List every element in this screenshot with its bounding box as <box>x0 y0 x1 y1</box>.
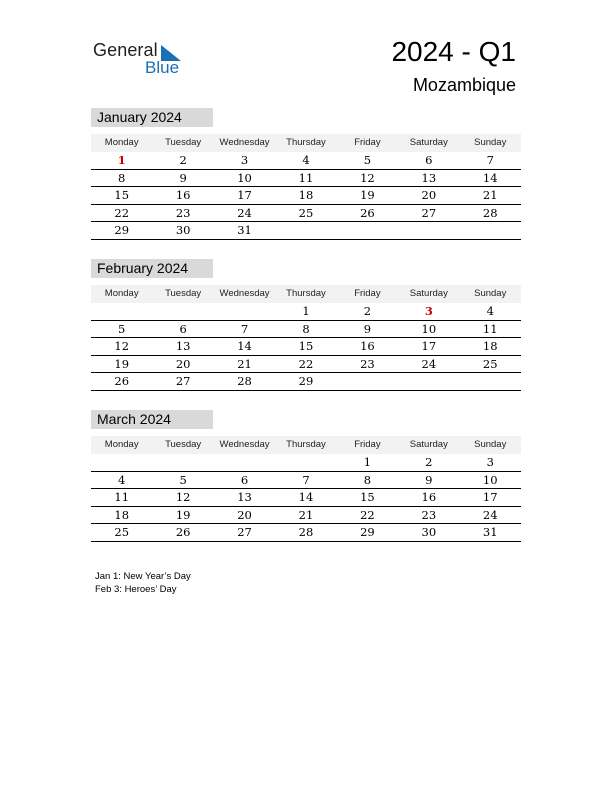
empty-day-cell <box>398 373 459 390</box>
weekday-label: Monday <box>104 288 139 299</box>
day-cell: 21 <box>298 507 314 522</box>
day-cell: 20 <box>421 188 437 202</box>
day-cell: 2 <box>179 153 187 167</box>
day-cell: 16 <box>175 188 191 202</box>
day-cell: 5 <box>179 472 187 487</box>
day-cell: 18 <box>482 339 498 353</box>
day-cell: 12 <box>360 170 375 185</box>
weekday-label: Saturday <box>409 439 448 450</box>
day-cell: 24 <box>482 507 498 522</box>
day-cell: 23 <box>175 205 191 220</box>
weekday-label: Sunday <box>474 439 507 450</box>
day-cell: 15 <box>298 339 314 353</box>
day-cell: 2 <box>425 455 433 469</box>
empty-day-cell <box>337 373 398 390</box>
day-cell: 4 <box>118 472 126 487</box>
day-cell: 24 <box>237 205 252 220</box>
day-cell: 3 <box>486 455 494 469</box>
weekday-label: Saturday <box>409 288 448 299</box>
day-cell: 26 <box>114 374 130 388</box>
empty-day-cell <box>91 303 152 320</box>
month-label: February 2024 <box>91 259 213 278</box>
day-cell: 29 <box>360 525 375 539</box>
week-row <box>91 524 521 542</box>
weekday-label: Sunday <box>474 137 507 148</box>
month-label: March 2024 <box>91 410 213 429</box>
day-cell: 29 <box>298 374 314 388</box>
weeks-grid <box>91 303 521 391</box>
week-row <box>91 338 521 356</box>
day-cell: 24 <box>421 356 437 371</box>
week-row <box>91 152 521 170</box>
empty-day-cell <box>460 373 521 390</box>
weekday-label: Wednesday <box>219 137 270 148</box>
weekday-label: Tuesday <box>165 288 202 299</box>
week-row <box>91 507 521 525</box>
weekday-label: Tuesday <box>165 439 202 450</box>
day-cell: 20 <box>237 507 252 522</box>
day-cell: 13 <box>421 170 437 185</box>
weeks-grid <box>91 152 521 240</box>
day-cell: 6 <box>240 472 249 487</box>
day-cell: 2 <box>363 304 372 318</box>
day-cell: 8 <box>363 472 372 487</box>
empty-day-cell <box>152 454 213 471</box>
day-cell: 16 <box>421 490 437 504</box>
day-cell: 27 <box>175 374 191 388</box>
day-cell: 12 <box>114 339 130 353</box>
weekday-label: Thursday <box>286 439 326 450</box>
week-row <box>91 472 521 490</box>
day-cell: 11 <box>298 170 314 185</box>
holiday-note: Jan 1: New Year’s Day <box>95 571 191 582</box>
generalblue-logo <box>93 40 193 80</box>
day-cell: 10 <box>482 472 498 487</box>
day-cell: 11 <box>482 321 498 336</box>
empty-day-cell <box>91 454 152 471</box>
logo-text-general: General <box>93 40 158 60</box>
weekday-header <box>91 436 521 454</box>
weeks-grid <box>91 454 521 542</box>
day-cell: 10 <box>421 321 437 336</box>
day-cell: 7 <box>240 321 249 336</box>
day-cell: 11 <box>114 490 130 504</box>
empty-day-cell <box>152 303 213 320</box>
month-block-march <box>91 410 521 542</box>
weekday-label: Sunday <box>474 288 507 299</box>
day-cell: 25 <box>114 525 130 539</box>
day-cell: 19 <box>114 356 130 371</box>
week-row <box>91 489 521 507</box>
day-cell: 26 <box>360 205 375 220</box>
week-row <box>91 187 521 205</box>
empty-day-cell <box>398 222 459 239</box>
day-cell: 3 <box>240 153 249 167</box>
day-cell: 9 <box>363 321 372 336</box>
day-cell: 14 <box>298 490 314 504</box>
month-label: January 2024 <box>91 108 213 127</box>
week-row <box>91 222 521 240</box>
holiday-note: Feb 3: Heroes’ Day <box>95 584 177 595</box>
day-cell: 4 <box>486 304 494 318</box>
day-cell: 22 <box>360 507 375 522</box>
day-cell: 5 <box>363 153 372 167</box>
day-cell: 3 <box>424 304 433 318</box>
logo-text-blue: Blue <box>145 58 180 77</box>
weekday-label: Saturday <box>409 137 448 148</box>
month-block-january <box>91 108 521 240</box>
empty-day-cell <box>214 303 275 320</box>
day-cell: 1 <box>302 304 310 318</box>
day-cell: 28 <box>298 525 314 539</box>
empty-day-cell <box>214 454 275 471</box>
day-cell: 5 <box>118 321 126 336</box>
day-cell: 7 <box>302 472 310 487</box>
day-cell: 17 <box>237 188 252 202</box>
day-cell: 19 <box>360 188 375 202</box>
week-row <box>91 356 521 374</box>
weekday-label: Monday <box>104 137 139 148</box>
week-row <box>91 205 521 223</box>
day-cell: 27 <box>421 205 437 220</box>
day-cell: 13 <box>175 339 191 353</box>
day-cell: 14 <box>237 339 252 353</box>
holiday-notes <box>95 570 191 596</box>
day-cell: 4 <box>302 153 310 167</box>
day-cell: 7 <box>486 153 494 167</box>
country-name: Mozambique <box>412 75 516 95</box>
day-cell: 1 <box>363 455 372 469</box>
empty-day-cell <box>275 454 336 471</box>
week-row <box>91 170 521 188</box>
day-cell: 13 <box>237 490 252 504</box>
day-cell: 8 <box>118 170 126 185</box>
month-block-february <box>91 259 521 391</box>
day-cell: 22 <box>298 356 314 371</box>
day-cell: 26 <box>175 525 191 539</box>
weekday-label: Friday <box>354 439 381 450</box>
day-cell: 18 <box>298 188 314 202</box>
day-cell: 31 <box>237 223 252 237</box>
day-cell: 20 <box>175 356 191 371</box>
page-title: 2024 - Q1 <box>391 36 516 67</box>
day-cell: 28 <box>482 205 498 220</box>
week-row <box>91 303 521 321</box>
weekday-label: Wednesday <box>219 288 270 299</box>
day-cell: 25 <box>298 205 314 220</box>
day-cell: 17 <box>421 339 437 353</box>
day-cell: 27 <box>237 525 252 539</box>
day-cell: 9 <box>179 170 187 185</box>
empty-day-cell <box>275 222 336 239</box>
empty-day-cell <box>460 222 521 239</box>
day-cell: 22 <box>114 205 130 220</box>
weekday-label: Wednesday <box>219 439 270 450</box>
weekday-label: Friday <box>354 288 381 299</box>
day-cell: 31 <box>482 525 498 539</box>
weekday-label: Thursday <box>286 137 326 148</box>
day-cell: 25 <box>482 356 498 371</box>
week-row <box>91 373 521 391</box>
empty-day-cell <box>337 222 398 239</box>
day-cell: 1 <box>117 153 126 167</box>
day-cell: 16 <box>360 339 375 353</box>
weekday-header <box>91 285 521 303</box>
day-cell: 21 <box>482 188 498 202</box>
day-cell: 29 <box>114 223 130 237</box>
day-cell: 6 <box>425 153 433 167</box>
week-row <box>91 321 521 339</box>
day-cell: 19 <box>175 507 191 522</box>
day-cell: 30 <box>175 223 191 237</box>
weekday-label: Tuesday <box>165 137 202 148</box>
day-cell: 12 <box>175 490 191 504</box>
day-cell: 23 <box>421 507 437 522</box>
weekday-header <box>91 134 521 152</box>
day-cell: 30 <box>421 525 437 539</box>
day-cell: 9 <box>425 472 433 487</box>
day-cell: 28 <box>237 374 252 388</box>
weekday-label: Thursday <box>286 288 326 299</box>
weekday-label: Monday <box>104 439 139 450</box>
day-cell: 15 <box>114 188 130 202</box>
day-cell: 21 <box>237 356 252 371</box>
day-cell: 15 <box>360 490 375 504</box>
day-cell: 8 <box>302 321 310 336</box>
day-cell: 17 <box>482 490 498 504</box>
day-cell: 18 <box>114 507 130 522</box>
weekday-label: Friday <box>354 137 381 148</box>
day-cell: 10 <box>237 170 252 185</box>
day-cell: 23 <box>360 356 375 371</box>
day-cell: 14 <box>482 170 498 185</box>
day-cell: 6 <box>179 321 187 336</box>
week-row <box>91 454 521 472</box>
